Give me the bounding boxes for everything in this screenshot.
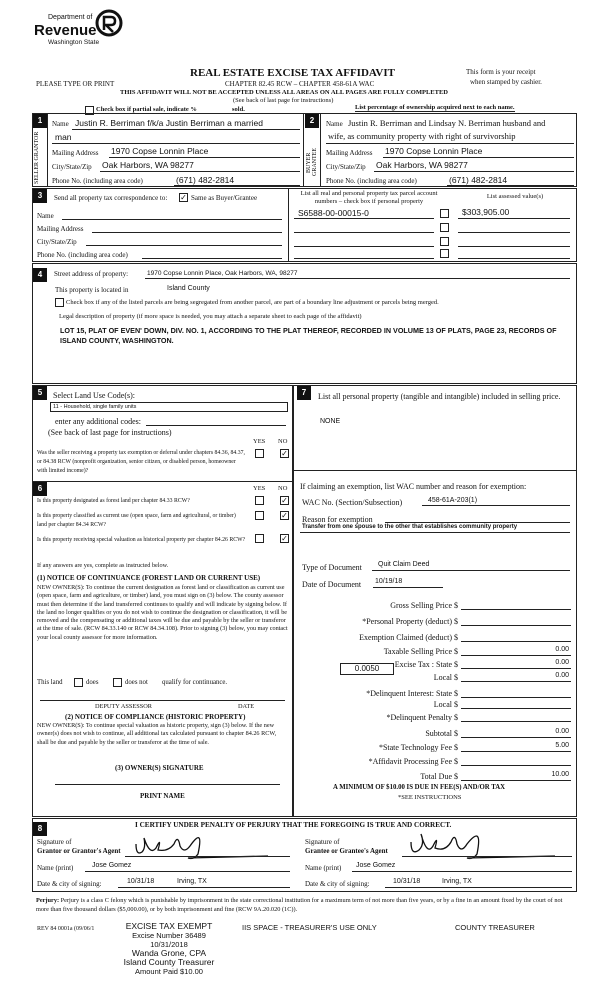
section-7-number: 7 xyxy=(297,386,311,400)
county-treasurer-label: COUNTY TREASURER xyxy=(455,923,535,932)
calc-row-label: Exemption Claimed (deduct) xyxy=(359,633,452,642)
calc-row-dollar: $ xyxy=(454,700,458,709)
calc-row-dollar: $ xyxy=(454,689,458,698)
see-instructions-note: *SEE INSTRUCTIONS xyxy=(398,794,462,801)
located-county[interactable]: Island County xyxy=(167,285,210,292)
perjury-text: Perjury is a class C felony which is punishable by imprisonment in the state correctional institution for a maximum term of not more than five years, or by a fine in an amount fixed by the court of not more than five thousand dollars ($5,000.00), or by both imprisonment and fine (RCW 9A.20.020 (1C)). xyxy=(36,897,563,913)
section-3-number: 3 xyxy=(33,189,47,203)
calc-row-value[interactable]: 5.00 xyxy=(555,742,569,749)
section-1-number: 1 xyxy=(33,114,47,128)
grantor-date[interactable]: 10/31/18 xyxy=(127,878,155,885)
personal-property-checkbox-4[interactable] xyxy=(440,249,449,258)
grantee-name-label: Name (print) xyxy=(305,864,342,872)
s6-q3: Is this property receiving special valuation as historical property per chapter 84.26 RCW? xyxy=(37,537,246,543)
calc-row-label: Local xyxy=(433,673,452,682)
s6-q1-no[interactable]: ✓ xyxy=(281,496,288,505)
calc-row-label: Total Due xyxy=(420,772,452,781)
stamp-title: Island County Treasurer xyxy=(123,957,215,967)
this-land-label: This land xyxy=(37,679,63,686)
calc-row-value[interactable]: 0.00 xyxy=(555,672,569,679)
seller-name-label: Name xyxy=(52,120,69,128)
located-label: This property is located in xyxy=(55,286,129,294)
grantee-name[interactable]: Jose Gomez xyxy=(356,862,396,869)
calc-row-dollar: $ xyxy=(454,757,458,766)
minimum-due-note: A MINIMUM OF $10.00 IS DUE IN FEE(S) AND/OR TAX xyxy=(333,784,506,791)
section-8-number: 8 xyxy=(33,822,47,836)
local-rate-box[interactable]: 0.0050 xyxy=(340,663,394,675)
sold-label: sold. xyxy=(232,106,245,113)
personal-property-checkbox-2[interactable] xyxy=(440,223,449,232)
notice-2-body: NEW OWNER(S): To continue special valuation as historic property, sign (3) below. If the new owner(s) does not wish to continue, all additional tax calculated pursuant to chapter 84.26 RCW, shall be due and payable by the seller or transferor at the time of sale. xyxy=(37,722,277,746)
receipt-2: when stamped by cashier. xyxy=(470,78,542,86)
grantor-name-label: Name (print) xyxy=(37,864,74,872)
doc-type-label: Type of Document xyxy=(302,563,362,572)
doc-type-value[interactable]: Quit Claim Deed xyxy=(378,561,430,568)
calc-row-label: *Affidavit Processing Fee xyxy=(368,757,452,766)
ownership-note: List percentage of ownership acquired next to each name. xyxy=(355,104,515,111)
same-as-buyer-checkbox[interactable]: ✓ xyxy=(180,193,187,202)
landuse-select[interactable]: 11 - Household, single family units xyxy=(50,402,288,412)
s6-q2-yes[interactable] xyxy=(255,511,264,520)
seller-city[interactable]: Oak Harbors, WA 98277 xyxy=(102,160,194,170)
treasurer-space-label: IIS SPACE - TREASURER'S USE ONLY xyxy=(242,923,377,932)
please-type: PLEASE TYPE OR PRINT xyxy=(36,80,115,88)
does-checkbox[interactable] xyxy=(74,678,83,687)
grantor-city[interactable]: Irving, TX xyxy=(177,878,207,885)
calc-row-label: Local xyxy=(433,700,452,709)
see-back: (See back of last page for instructions) xyxy=(233,97,334,104)
legal-description[interactable]: LOT 15, PLAT OF EVEN' DOWN, DIV. NO. 1, ACCORDING TO THE PLAT THEREOF, RECORDED IN VOLUME 13 OF PLATS, PAGE 23, RECORDS OF ISLAND COUNTY, WASHINGTON. xyxy=(60,326,557,345)
segregated-checkbox[interactable] xyxy=(55,298,64,307)
s6-q1-yes[interactable] xyxy=(255,496,264,505)
section-5-number: 5 xyxy=(33,386,47,400)
calc-row-dollar: $ xyxy=(454,633,458,642)
s3-name-label: Name xyxy=(37,212,54,220)
calc-row-value[interactable]: 0.00 xyxy=(555,728,569,735)
buyer-city[interactable]: Oak Harbors, WA 98277 xyxy=(376,160,468,170)
send-correspondence-label: Send all property tax correspondence to: xyxy=(54,194,168,202)
grantee-date-label: Date & city of signing: xyxy=(305,880,370,888)
grantor-agent-label: Grantor or Grantor's Agent xyxy=(37,847,121,855)
calc-row-label: Subtotal xyxy=(425,729,452,738)
s6-q2-no[interactable]: ✓ xyxy=(281,511,288,520)
grantor-name[interactable]: Jose Gomez xyxy=(92,862,132,869)
seller-name-2[interactable]: man xyxy=(55,132,72,142)
does-not-checkbox[interactable] xyxy=(113,678,122,687)
stamp-date: 10/31/2018 xyxy=(150,940,188,949)
calc-row-dollar: $ xyxy=(454,601,458,610)
grantee-city[interactable]: Irving, TX xyxy=(442,878,472,885)
same-as-buyer-label: Same as Buyer/Grantee xyxy=(191,194,258,202)
print-name-label: PRINT NAME xyxy=(140,792,185,800)
rev-number: REV 84 0001a (09/06/1 xyxy=(37,926,95,932)
street-address[interactable]: 1970 Copse Lonnin Place, Oak Harbors, WA, 98277 xyxy=(147,270,298,277)
personal-property-checkbox-1[interactable] xyxy=(440,209,449,218)
calc-row-dollar: $ xyxy=(454,713,458,722)
perjury-notice xyxy=(36,896,576,914)
logo-revenue: Revenue xyxy=(34,22,97,39)
grantor-date-label: Date & city of signing: xyxy=(37,880,102,888)
seller-tag: SELLER GRANTOR xyxy=(34,131,40,184)
buyer-name-1[interactable]: Justin R. Berriman and Lindsay N. Berriman husband and xyxy=(348,118,546,128)
stamp-amount: Amount Paid $10.00 xyxy=(135,967,203,976)
s6-no-header: NO xyxy=(278,485,288,492)
calc-row-label: Gross Selling Price xyxy=(390,601,452,610)
logo-mark-icon xyxy=(94,8,124,38)
calc-row-dollar: $ xyxy=(454,772,458,781)
section-2-number: 2 xyxy=(305,114,319,128)
assessed-header: List assessed value(s) xyxy=(486,193,544,200)
seller-mailing[interactable]: 1970 Copse Lonnin Place xyxy=(111,146,209,156)
s3-phone-label: Phone No. (including area code) xyxy=(37,251,128,259)
s5-q1-no[interactable]: ✓ xyxy=(281,449,288,458)
reason-label: Reason for exemption xyxy=(302,515,373,524)
revenue-logo xyxy=(34,8,134,68)
calc-row-dollar: $ xyxy=(454,617,458,626)
buyer-name-label: Name xyxy=(326,120,343,128)
parcel-header: List all real and personal property tax parcel account numbers – check box if personal property xyxy=(300,190,438,205)
calc-row-dollar: $ xyxy=(454,729,458,738)
calc-row-value[interactable]: 0.00 xyxy=(555,659,569,666)
calc-row-label: Excise Tax : State xyxy=(394,660,452,669)
buyer-mailing-label: Mailing Address xyxy=(326,149,373,157)
s6-q3-no[interactable]: ✓ xyxy=(281,534,288,543)
buyer-phone[interactable]: (671) 482-2814 xyxy=(449,175,508,185)
deputy-assessor-label: DEPUTY ASSESSOR xyxy=(95,703,152,710)
calc-row-label: *Personal Property (deduct) xyxy=(362,617,452,626)
buyer-phone-label: Phone No. (including area code) xyxy=(326,177,417,185)
stamp-name: Wanda Grone, CPA xyxy=(131,948,207,958)
s3-mailing-label: Mailing Address xyxy=(37,225,84,233)
s6-q1: Is this property designated as forest land per chapter 84.33 RCW? xyxy=(37,498,190,504)
wac-value[interactable]: 458-61A-203(1) xyxy=(428,497,478,504)
s5-q1: Was the seller receiving a property tax exemption or deferral under chapters 84.36, 84.37, or 84.38 RCW (nonprofit organization, senior citizen, or disabled person, homeowner with limited income)? xyxy=(37,450,245,474)
calc-row-label: *State Technology Fee xyxy=(378,743,452,752)
buyer-city-label: City/State/Zip xyxy=(326,163,366,171)
section-4-box xyxy=(32,263,577,384)
seller-phone-label: Phone No. (including area code) xyxy=(52,177,143,185)
calc-row-label: *Delinquent Interest: State xyxy=(366,689,452,698)
chapter-ref: CHAPTER 82.45 RCW – CHAPTER 458-61A WAC xyxy=(225,80,375,88)
calc-row-value[interactable]: 10.00 xyxy=(551,771,569,778)
calc-row-dollar: $ xyxy=(454,743,458,752)
logo-state: Washington State xyxy=(48,39,100,46)
logo-dept: Department of xyxy=(48,14,93,21)
grantee-agent-label: Grantee or Grantee's Agent xyxy=(305,847,388,855)
qualify-label: qualify for continuance. xyxy=(162,679,228,686)
legal-label: Legal description of property (if more space is needed, you may attach a separate sheet to each page of the affidavit) xyxy=(59,313,362,320)
stamp-exempt: EXCISE TAX EXEMPT xyxy=(125,921,213,931)
additional-codes-label: enter any additional codes: xyxy=(55,417,141,426)
doc-date-label: Date of Document xyxy=(302,580,362,589)
grantor-sig-label-1: Signature of xyxy=(37,838,72,846)
notice-1-title: (1) NOTICE OF CONTINUANCE (FOREST LAND OR CURRENT USE) xyxy=(37,574,261,582)
stamp-excise-number: Excise Number 36489 xyxy=(132,931,206,940)
calc-row-value[interactable]: 0.00 xyxy=(555,646,569,653)
s6-yes-header: YES xyxy=(253,485,266,492)
doc-date-value[interactable]: 10/19/18 xyxy=(375,578,403,585)
does-label: does xyxy=(86,679,99,686)
buyer-name-2[interactable]: wife, as community property with right of survivorship xyxy=(328,131,516,141)
owner-signature-label: (3) OWNER(S) SIGNATURE xyxy=(115,764,204,772)
s6-q3-yes[interactable] xyxy=(255,534,264,543)
notice-1-body: NEW OWNER(S): To continue the current designation as forest land or classification as current use (open space, farm and agriculture, or timber) land, you must sign on (3) below. The county assessor must then determine if the land transferred continues to qualify and will indicate by signing below. If the land no longer qualifies or you do not wish to continue the designation or classification, it will be removed and the compensating or additional taxes will be due and payable by the seller or transferor at the time of sale. (RCW 84.33.140 or RCW 84.34.108). Prior to signing (3) below, you may contact your local county assessor for more information. xyxy=(37,584,288,641)
landuse-see-back: (See back of last page for instructions) xyxy=(48,428,172,437)
calc-row-dollar: $ xyxy=(454,660,458,669)
street-label: Street address of property: xyxy=(54,270,129,278)
s5-no-header: NO xyxy=(278,438,288,445)
if-any-yes: If any answers are yes, complete as instructed below. xyxy=(37,562,169,569)
form-title: REAL ESTATE EXCISE TAX AFFIDAVIT xyxy=(190,67,395,79)
deputy-date-label: DATE xyxy=(238,703,255,710)
personal-property-value[interactable]: NONE xyxy=(320,418,341,425)
assessed-value[interactable]: $303,905.00 xyxy=(462,207,510,217)
calc-row-dollar: $ xyxy=(454,673,458,682)
does-not-label: does not xyxy=(125,679,148,686)
seller-city-label: City/State/Zip xyxy=(52,163,92,171)
grantee-sig-label-1: Signature of xyxy=(305,838,340,846)
seller-name-1[interactable]: Justin R. Berriman f/k/a Justin Berriman a married xyxy=(75,118,264,128)
certify-statement: I CERTIFY UNDER PENALTY OF PERJURY THAT THE FOREGOING IS TRUE AND CORRECT. xyxy=(135,821,452,829)
section-4-number: 4 xyxy=(33,268,47,282)
notice-2-title: (2) NOTICE OF COMPLIANCE (HISTORIC PROPERTY) xyxy=(65,713,246,721)
receipt-1: This form is your receipt xyxy=(466,68,536,76)
s3-city-label: City/State/Zip xyxy=(37,238,77,246)
grantee-date[interactable]: 10/31/18 xyxy=(393,878,421,885)
perjury-title: Perjury: xyxy=(36,897,60,904)
personal-property-label: List all personal property (tangible and intangible) included in selling price. xyxy=(318,392,561,401)
partial-sale-label: Check box if partial sale, indicate % xyxy=(96,106,197,113)
exemption-question: If claiming an exemption, list WAC number and reason for exemption: xyxy=(300,482,527,491)
seller-phone[interactable]: (671) 482-2814 xyxy=(176,175,235,185)
calc-row-label: Taxable Selling Price xyxy=(383,647,452,656)
parcel-number[interactable]: S6588-00-00015-0 xyxy=(298,208,369,218)
wac-label: WAC No. (Section/Subsection) xyxy=(302,498,403,507)
calc-row-label: *Delinquent Penalty xyxy=(386,713,452,722)
s5-q1-yes[interactable] xyxy=(255,449,264,458)
reason-value[interactable]: Transfer from one spouse to the other that establishes community property xyxy=(302,524,518,530)
warning-text: THIS AFFIDAVIT WILL NOT BE ACCEPTED UNLESS ALL AREAS ON ALL PAGES ARE FULLY COMPLETED xyxy=(120,89,448,96)
segregated-label: Check box if any of the listed parcels are being segregated from another parcel, are part of a boundary line adjustment or parcels being merged. xyxy=(66,299,439,306)
calc-row-dollar: $ xyxy=(454,647,458,656)
s6-q2: Is this property classified as current use (open space, farm and agricultural, or timber) land per chapter 84.34 RCW? xyxy=(37,513,236,528)
s5-yes-header: YES xyxy=(253,438,266,445)
seller-mailing-label: Mailing Address xyxy=(52,149,99,157)
section-6-number: 6 xyxy=(33,482,47,496)
landuse-label: Select Land Use Code(s): xyxy=(53,391,135,400)
buyer-mailing[interactable]: 1970 Copse Lonnin Place xyxy=(385,146,483,156)
buyer-tag: BUYER GRANTEE xyxy=(306,148,318,177)
treasurer-stamp xyxy=(104,922,234,976)
personal-property-checkbox-3[interactable] xyxy=(440,237,449,246)
